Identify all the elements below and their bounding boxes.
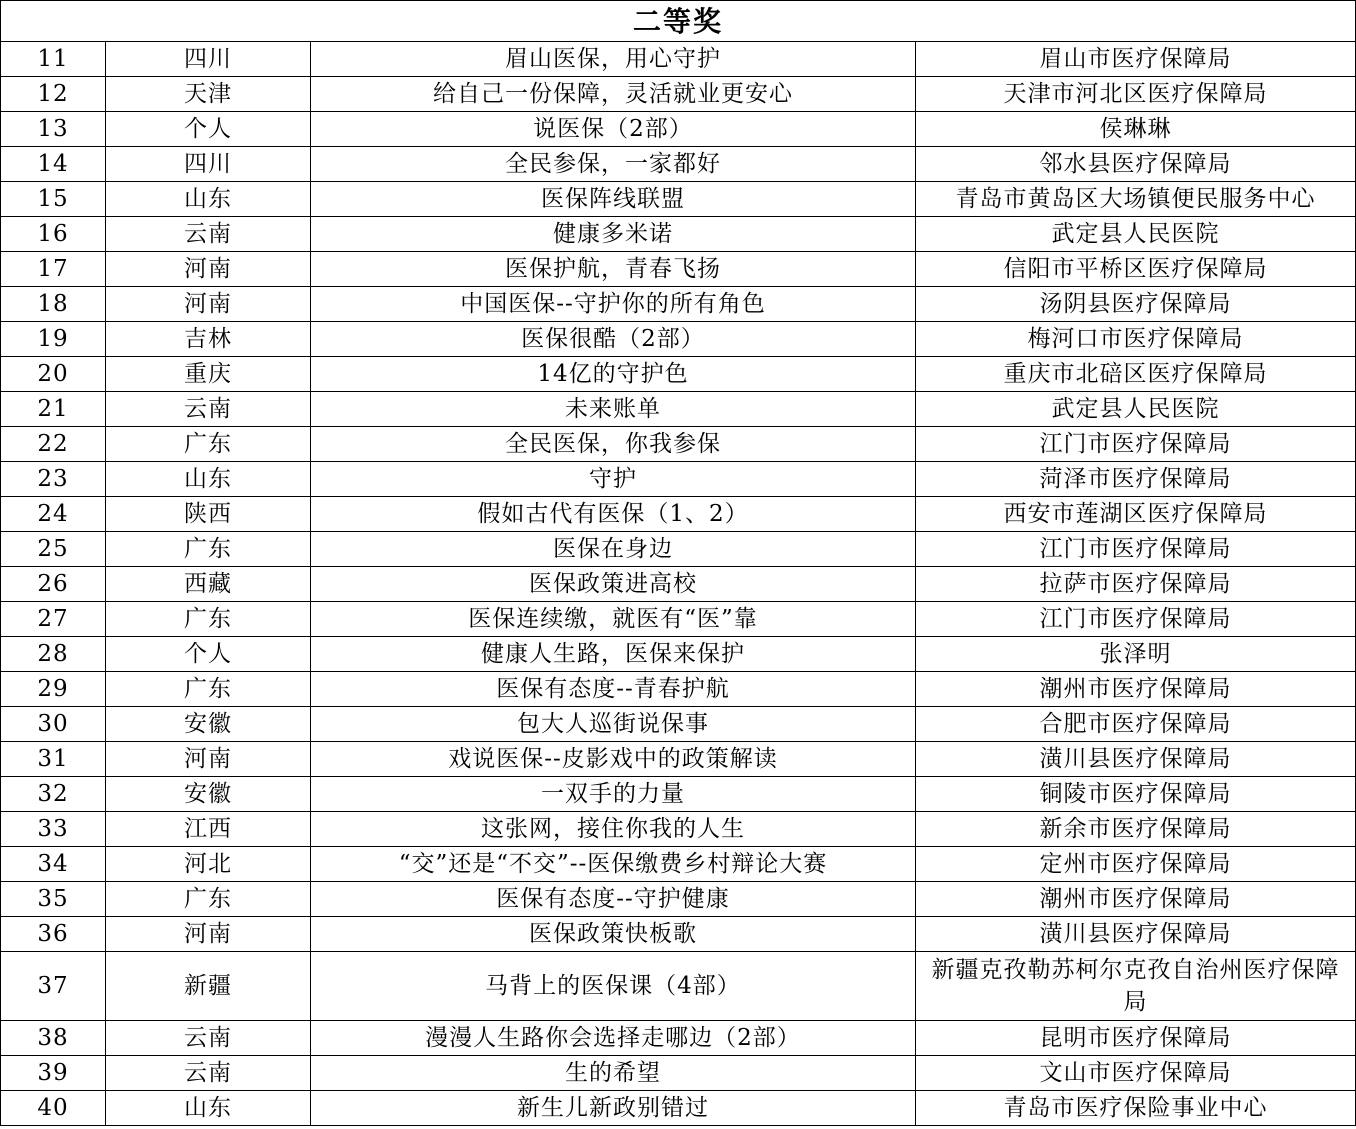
table-row [1, 112, 1356, 147]
table-row [1, 777, 1356, 812]
table-row [1, 497, 1356, 532]
row-region-cell: 四川 [106, 147, 311, 182]
row-work-title-cell: 全民参保，一家都好 [311, 147, 916, 182]
row-region-cell: 河北 [106, 847, 311, 882]
row-number-cell: 31 [1, 742, 106, 777]
row-work-title-cell: 说医保（2部） [311, 112, 916, 147]
row-work-title-cell: 漫漫人生路你会选择走哪边（2部） [311, 1021, 916, 1056]
row-work-title-cell: 医保很酷（2部） [311, 322, 916, 357]
row-work-title-cell: 马背上的医保课（4部） [311, 952, 916, 1021]
row-unit-cell: 侯琳琳 [916, 112, 1356, 147]
table-row [1, 252, 1356, 287]
row-number-cell: 12 [1, 77, 106, 112]
row-unit-cell: 信阳市平桥区医疗保障局 [916, 252, 1356, 287]
row-work-title-cell: 一双手的力量 [311, 777, 916, 812]
row-region-cell: 广东 [106, 602, 311, 637]
row-unit-cell: 新疆克孜勒苏柯尔克孜自治州医疗保障局 [916, 952, 1356, 1021]
row-region-cell: 江西 [106, 812, 311, 847]
row-region-cell: 安徽 [106, 777, 311, 812]
row-region-cell: 云南 [106, 217, 311, 252]
row-number-cell: 38 [1, 1021, 106, 1056]
table-row [1, 567, 1356, 602]
row-work-title-cell: 健康人生路，医保来保护 [311, 637, 916, 672]
table-row [1, 322, 1356, 357]
row-work-title-cell: 健康多米诺 [311, 217, 916, 252]
row-unit-cell: 江门市医疗保障局 [916, 427, 1356, 462]
row-number-cell: 19 [1, 322, 106, 357]
table-row [1, 882, 1356, 917]
row-region-cell: 云南 [106, 1056, 311, 1091]
row-region-cell: 四川 [106, 42, 311, 77]
table-row [1, 847, 1356, 882]
table-row [1, 77, 1356, 112]
row-region-cell: 天津 [106, 77, 311, 112]
row-work-title-cell: 全民医保，你我参保 [311, 427, 916, 462]
row-unit-cell: 武定县人民医院 [916, 392, 1356, 427]
row-work-title-cell: 眉山医保，用心守护 [311, 42, 916, 77]
row-number-cell: 11 [1, 42, 106, 77]
row-work-title-cell: 假如古代有医保（1、2） [311, 497, 916, 532]
row-region-cell: 个人 [106, 637, 311, 672]
row-unit-cell: 青岛市医疗保险事业中心 [916, 1091, 1356, 1126]
row-number-cell: 13 [1, 112, 106, 147]
row-region-cell: 云南 [106, 392, 311, 427]
row-work-title-cell: 戏说医保--皮影戏中的政策解读 [311, 742, 916, 777]
row-region-cell: 山东 [106, 182, 311, 217]
row-unit-cell: 潮州市医疗保障局 [916, 672, 1356, 707]
row-region-cell: 广东 [106, 532, 311, 567]
row-number-cell: 29 [1, 672, 106, 707]
row-unit-cell: 青岛市黄岛区大场镇便民服务中心 [916, 182, 1356, 217]
table-row [1, 42, 1356, 77]
row-region-cell: 陕西 [106, 497, 311, 532]
row-work-title-cell: 中国医保--守护你的所有角色 [311, 287, 916, 322]
row-number-cell: 36 [1, 917, 106, 952]
row-unit-cell: 文山市医疗保障局 [916, 1056, 1356, 1091]
row-region-cell: 新疆 [106, 952, 311, 1021]
row-unit-cell: 潢川县医疗保障局 [916, 917, 1356, 952]
row-region-cell: 个人 [106, 112, 311, 147]
row-unit-cell: 眉山市医疗保障局 [916, 42, 1356, 77]
row-region-cell: 安徽 [106, 707, 311, 742]
row-work-title-cell: 医保在身边 [311, 532, 916, 567]
row-region-cell: 广东 [106, 882, 311, 917]
row-work-title-cell: 14亿的守护色 [311, 357, 916, 392]
row-work-title-cell: 医保连续缴，就医有“医”靠 [311, 602, 916, 637]
row-number-cell: 20 [1, 357, 106, 392]
row-region-cell: 山东 [106, 462, 311, 497]
table-row [1, 1091, 1356, 1126]
table-row [1, 917, 1356, 952]
row-work-title-cell: 医保阵线联盟 [311, 182, 916, 217]
row-unit-cell: 铜陵市医疗保障局 [916, 777, 1356, 812]
row-number-cell: 40 [1, 1091, 106, 1126]
row-work-title-cell: 医保政策快板歌 [311, 917, 916, 952]
row-unit-cell: 张泽明 [916, 637, 1356, 672]
row-unit-cell: 潢川县医疗保障局 [916, 742, 1356, 777]
row-unit-cell: 菏泽市医疗保障局 [916, 462, 1356, 497]
row-region-cell: 西藏 [106, 567, 311, 602]
table-row [1, 672, 1356, 707]
table-row [1, 462, 1356, 497]
row-work-title-cell: 医保有态度--青春护航 [311, 672, 916, 707]
table-row [1, 147, 1356, 182]
row-number-cell: 32 [1, 777, 106, 812]
row-number-cell: 39 [1, 1056, 106, 1091]
row-work-title-cell: 新生儿新政别错过 [311, 1091, 916, 1126]
row-number-cell: 28 [1, 637, 106, 672]
row-region-cell: 云南 [106, 1021, 311, 1056]
row-number-cell: 17 [1, 252, 106, 287]
table-row [1, 1056, 1356, 1091]
row-number-cell: 15 [1, 182, 106, 217]
row-work-title-cell: 医保政策进高校 [311, 567, 916, 602]
row-unit-cell: 拉萨市医疗保障局 [916, 567, 1356, 602]
row-region-cell: 河南 [106, 917, 311, 952]
row-number-cell: 16 [1, 217, 106, 252]
row-region-cell: 河南 [106, 742, 311, 777]
row-work-title-cell: “交”还是“不交”--医保缴费乡村辩论大赛 [311, 847, 916, 882]
table-row [1, 952, 1356, 1021]
row-unit-cell: 天津市河北区医疗保障局 [916, 77, 1356, 112]
row-unit-cell: 定州市医疗保障局 [916, 847, 1356, 882]
award-title: 二等奖 [1, 1, 1356, 42]
row-work-title-cell: 生的希望 [311, 1056, 916, 1091]
table-row [1, 602, 1356, 637]
row-number-cell: 26 [1, 567, 106, 602]
row-work-title-cell: 这张网，接住你我的人生 [311, 812, 916, 847]
table-row [1, 217, 1356, 252]
table-row [1, 707, 1356, 742]
row-region-cell: 重庆 [106, 357, 311, 392]
table-row [1, 392, 1356, 427]
row-number-cell: 22 [1, 427, 106, 462]
row-number-cell: 25 [1, 532, 106, 567]
row-unit-cell: 江门市医疗保障局 [916, 602, 1356, 637]
title-row [1, 1, 1356, 42]
row-unit-cell: 合肥市医疗保障局 [916, 707, 1356, 742]
row-work-title-cell: 医保护航，青春飞扬 [311, 252, 916, 287]
row-region-cell: 吉林 [106, 322, 311, 357]
row-unit-cell: 邻水县医疗保障局 [916, 147, 1356, 182]
row-number-cell: 30 [1, 707, 106, 742]
row-number-cell: 21 [1, 392, 106, 427]
row-region-cell: 河南 [106, 287, 311, 322]
row-number-cell: 14 [1, 147, 106, 182]
table-row [1, 742, 1356, 777]
row-work-title-cell: 未来账单 [311, 392, 916, 427]
table-row [1, 1021, 1356, 1056]
table-row [1, 637, 1356, 672]
row-number-cell: 24 [1, 497, 106, 532]
table-row [1, 812, 1356, 847]
row-unit-cell: 汤阴县医疗保障局 [916, 287, 1356, 322]
award-table-body [1, 1, 1356, 1126]
table-row [1, 427, 1356, 462]
row-unit-cell: 新余市医疗保障局 [916, 812, 1356, 847]
row-unit-cell: 重庆市北碚区医疗保障局 [916, 357, 1356, 392]
row-region-cell: 广东 [106, 427, 311, 462]
row-unit-cell: 梅河口市医疗保障局 [916, 322, 1356, 357]
table-row [1, 182, 1356, 217]
row-work-title-cell: 给自己一份保障，灵活就业更安心 [311, 77, 916, 112]
table-row [1, 287, 1356, 322]
row-unit-cell: 武定县人民医院 [916, 217, 1356, 252]
row-region-cell: 河南 [106, 252, 311, 287]
row-number-cell: 35 [1, 882, 106, 917]
row-work-title-cell: 守护 [311, 462, 916, 497]
row-unit-cell: 潮州市医疗保障局 [916, 882, 1356, 917]
row-unit-cell: 西安市莲湖区医疗保障局 [916, 497, 1356, 532]
row-number-cell: 18 [1, 287, 106, 322]
table-row [1, 532, 1356, 567]
row-number-cell: 23 [1, 462, 106, 497]
row-number-cell: 33 [1, 812, 106, 847]
row-work-title-cell: 医保有态度--守护健康 [311, 882, 916, 917]
row-number-cell: 27 [1, 602, 106, 637]
row-region-cell: 广东 [106, 672, 311, 707]
row-region-cell: 山东 [106, 1091, 311, 1126]
table-row [1, 357, 1356, 392]
row-work-title-cell: 包大人巡街说保事 [311, 707, 916, 742]
row-number-cell: 37 [1, 952, 106, 1021]
row-number-cell: 34 [1, 847, 106, 882]
row-unit-cell: 昆明市医疗保障局 [916, 1021, 1356, 1056]
row-unit-cell: 江门市医疗保障局 [916, 532, 1356, 567]
